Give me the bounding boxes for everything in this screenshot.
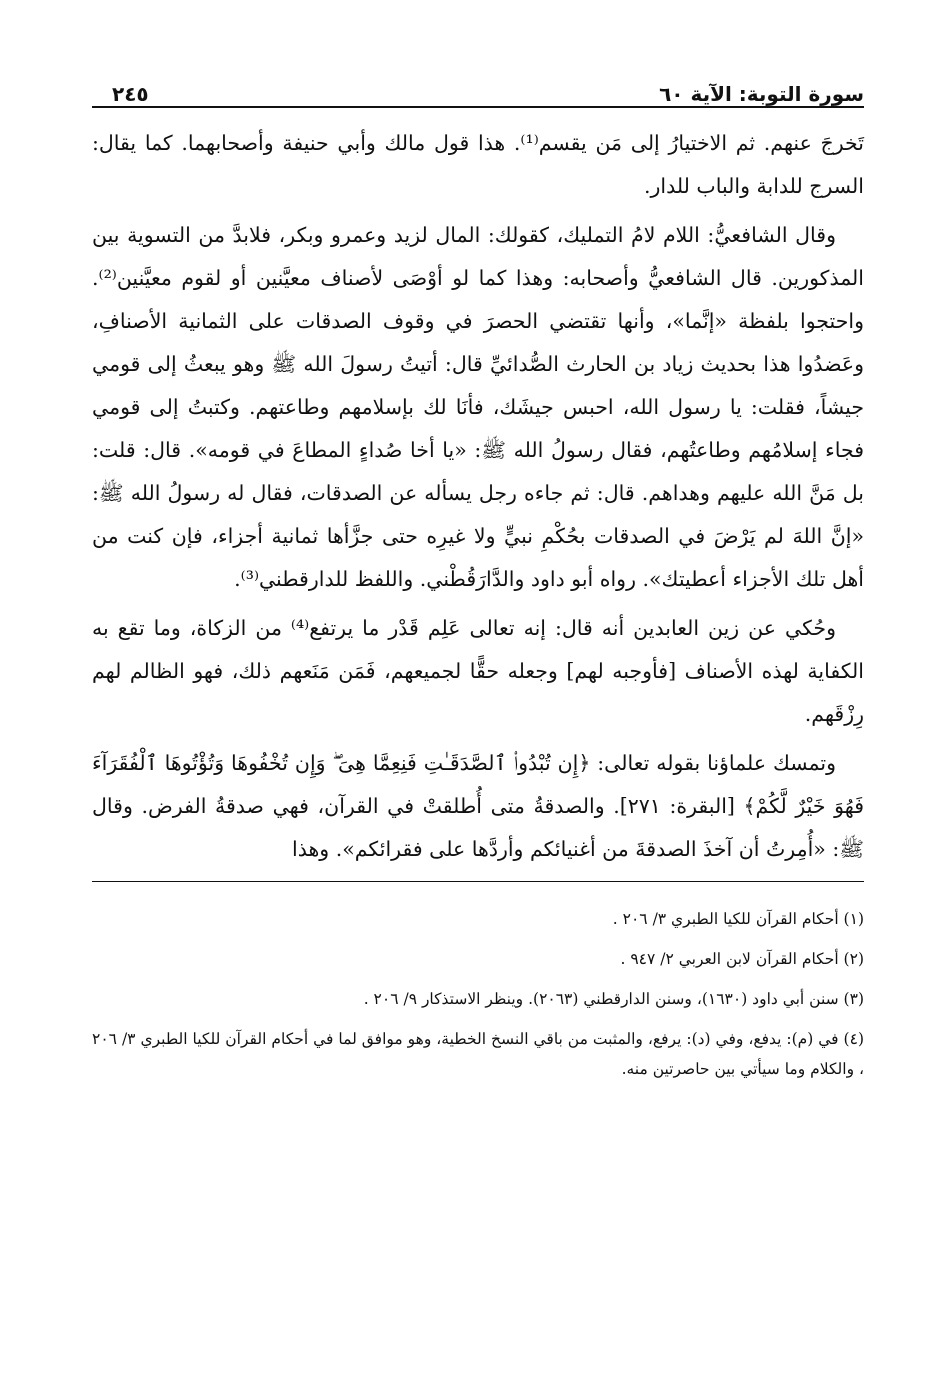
footnote: (٢) أحكام القرآن لابن العربي ٢/ ٩٤٧ . [620,950,864,968]
paragraph: وحُكي عن زين العابدين أنه قال: إنه تعالى عَلِم قَدْر ما يرتفع⁽⁴⁾ من الزكاة، وما تقع به الكفاية لهذه الأصناف [فأوجبه لهم] وجعله حقًّا لجميعهم، فَمَن مَنَعهم ذلك، فهو الظالم لهم رِزْقَهم. [92,616,864,726]
footnote: (١) أحكام القرآن للكيا الطبري ٣/ ٢٠٦ . [612,910,864,928]
running-title: سورة التوبة: الآية ٦٠ [659,82,864,106]
paragraph: تَخرجَ عنهم. ثم الاختيارُ إلى مَن يقسم⁽¹⁾. هذا قول مالك وأبي حنيفة وأصحابهما. كما يقال: السرج للدابة والباب للدار. [92,131,864,198]
page-header [92,70,864,108]
footnote: (٤) في (م): يدفع، وفي (د): يرفع، والمثبت من باقي النسخ الخطية، وهو موافق لما في أحكام القرآن للكيا الطبري ٣/ ٢٠٦ ، والكلام وما سيأتي بين حاصرتين منه. [92,1030,864,1078]
page-number: ٢٤٥ [112,82,149,106]
book-page [92,70,864,1094]
paragraph: وتمسك علماؤنا بقوله تعالى: ﴿إِن تُبْدُوا۟ ٱلصَّدَقَـٰتِ فَنِعِمَّا هِىَ ۖ وَإِن تُخْفُوهَا وَتُؤْتُوهَا ٱلْفُقَرَآءَ فَهُوَ خَيْرٌ لَّكُمْ﴾ [البقرة: ٢٧١]. والصدقةُ متى أُطلقتْ في القرآن، فهي صدقةُ الفرض. وقال ﷺ: «أُمِرتُ أن آخذَ الصدقةَ من أغنيائكم وأردَّها على فقرائكم». وهذا [92,751,865,861]
paragraph: وقال الشافعيُّ: اللام لامُ التمليك، كقولك: المال لزيد وعمرو وبكر، فلابدَّ من التسوية بين المذكورين. قال الشافعيُّ وأصحابه: وهذا كما لو أوْصَى لأصناف معيَّنين أو لقوم معيَّنين⁽²⁾. واحتجوا بلفظة «إنَّما»، وأنها تقتضي الحصرَ في وقوف الصدقات على الثمانية الأصنافِ، وعَضدُوا هذا بحديث زياد بن الحارث الصُّدائيِّ قال: أتيتُ رسولَ الله ﷺ وهو يبعثُ إلى قومي جيشاً، فقلت: يا رسول الله، احبس جيشَك، فأنَا لك بإسلامهم وطاعتهم. وكتبتُ إلى قومي فجاء إسلامُهم وطاعتُهم، فقال رسولُ الله ﷺ: «يا أخا صُداءٍ المطاعَ في قومه». قال: قلت: بل مَنَّ الله عليهم وهداهم. قال: ثم جاءه رجل يسأله عن الصدقات، فقال له رسولُ الله ﷺ: «إنَّ اللهَ لم يَرْضَ في الصدقات بحُكْمِ نبيٍّ ولا غيرِه حتى جزَّأها ثمانية أجزاء، فإن كنت من أهل تلك الأجزاء أعطيتك». رواه أبو داود والدَّارَقُطْني. واللفظ للدارقطني⁽³⁾. [92,223,864,591]
footnote: (٣) سنن أبي داود (١٦٣٠)، وسنن الدارقطني (٢٠٦٣). وينظر الاستذكار ٩/ ٢٠٦ . [363,990,864,1008]
footnotes [92,904,864,1084]
main-text [92,122,864,871]
footnote-divider [92,881,864,882]
